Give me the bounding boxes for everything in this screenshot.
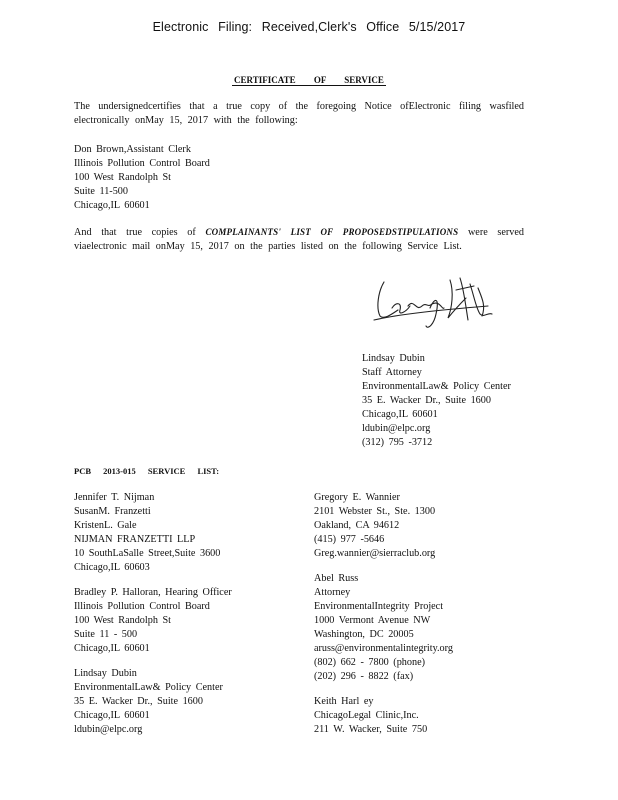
service-entry-harley: [314, 695, 453, 737]
entry-line: 1000 Vermont Avenue NW: [314, 615, 431, 626]
service-list-right-column: [314, 491, 453, 737]
entry-line: 35 E. Wacker Dr., Suite 1600: [74, 696, 203, 707]
signer-line: Chicago,IL 60601: [362, 409, 438, 420]
entry-line: ldubin@elpc.org: [74, 724, 143, 735]
signer-line: 35 E. Wacker Dr., Suite 1600: [362, 395, 491, 406]
recipient-line: Don Brown,Assistant Clerk: [74, 144, 191, 155]
signature-image: [370, 268, 500, 334]
certificate-title-text: CERTIFICATE OF SERVICE: [234, 75, 384, 85]
entry-line: Suite 11 - 500: [74, 629, 138, 640]
recipient-line: Chicago,IL 60601: [74, 200, 150, 211]
recipient-line: 100 West Randolph St: [74, 172, 171, 183]
served-paragraph: [74, 225, 524, 254]
intro-paragraph: The undersignedcertifies that a true copy of the foregoing Notice ofElectronic filing wasfiled electronically onMay 15, 2017 with the following:: [74, 101, 524, 126]
recipient-line: Illinois Pollution Control Board: [74, 158, 210, 169]
entry-line: Bradley P. Halloran, Hearing Officer: [74, 587, 232, 598]
entry-line: Chicago,IL 60601: [74, 710, 150, 721]
served-post: were served viaelectronic mail onMay 15, 2017 on the parties listed on the following Service List.: [74, 227, 524, 252]
entry-line: Gregory E. Wannier: [314, 492, 400, 503]
entry-line: Washington, DC 20005: [314, 629, 414, 640]
certificate-title: [0, 75, 618, 85]
document-title: COMPLAINANTS' LIST OF PROPOSEDSTIPULATIONS: [205, 227, 459, 237]
entry-line: Keith Harl ey: [314, 696, 374, 707]
signer-line: EnvironmentalLaw& Policy Center: [362, 381, 511, 392]
entry-line: (415) 977 -5646: [314, 534, 385, 545]
signer-line: Staff Attorney: [362, 367, 422, 378]
electronic-filing-header: Electronic Filing: Received,Clerk's Office 5/15/2017: [152, 20, 466, 34]
entry-line: Jennifer T. Nijman: [74, 492, 155, 503]
service-list-label: PCB 2013-015 SERVICE LIST:: [74, 466, 220, 476]
entry-line: 211 W. Wacker, Suite 750: [314, 724, 428, 735]
entry-line: Lindsay Dubin: [74, 668, 137, 679]
signer-line: Lindsay Dubin: [362, 353, 425, 364]
entry-line: Abel Russ: [314, 573, 359, 584]
signer-phone: (312) 795 -3712: [362, 437, 433, 448]
entry-line: Chicago,IL 60601: [74, 643, 150, 654]
entry-line: Illinois Pollution Control Board: [74, 601, 210, 612]
service-entry-russ: [314, 572, 453, 684]
entry-line: NIJMAN FRANZETTI LLP: [74, 534, 196, 545]
entry-line: aruss@environmentalintegrity.org: [314, 643, 453, 654]
service-entry-wannier: [314, 491, 453, 561]
entry-line: EnvironmentalLaw& Policy Center: [74, 682, 223, 693]
entry-line: 2101 Webster St., Ste. 1300: [314, 506, 436, 517]
service-list-left-column: [74, 491, 232, 737]
service-entry-halloran: [74, 586, 232, 656]
entry-line: (202) 296 - 8822 (fax): [314, 671, 414, 682]
signer-block: [362, 352, 511, 450]
entry-line: KristenL. Gale: [74, 520, 137, 531]
service-entry-dubin: [74, 667, 232, 737]
entry-line: ChicagoLegal Clinic,Inc.: [314, 710, 419, 721]
recipient-address: [74, 143, 210, 213]
entry-line: Oakland, CA 94612: [314, 520, 400, 531]
entry-line: EnvironmentalIntegrity Project: [314, 601, 444, 612]
entry-line: 100 West Randolph St: [74, 615, 171, 626]
signer-email: ldubin@elpc.org: [362, 423, 431, 434]
entry-line: Greg.wannier@sierraclub.org: [314, 548, 436, 559]
entry-line: Chicago,IL 60603: [74, 562, 150, 573]
served-pre: And that true copies of: [74, 227, 206, 238]
entry-line: 10 SouthLaSalle Street,Suite 3600: [74, 548, 221, 559]
recipient-line: Suite 11-500: [74, 186, 128, 197]
entry-line: SusanM. Franzetti: [74, 506, 151, 517]
entry-line: Attorney: [314, 587, 351, 598]
entry-line: (802) 662 - 7800 (phone): [314, 657, 425, 668]
service-entry-nijman: [74, 491, 232, 575]
